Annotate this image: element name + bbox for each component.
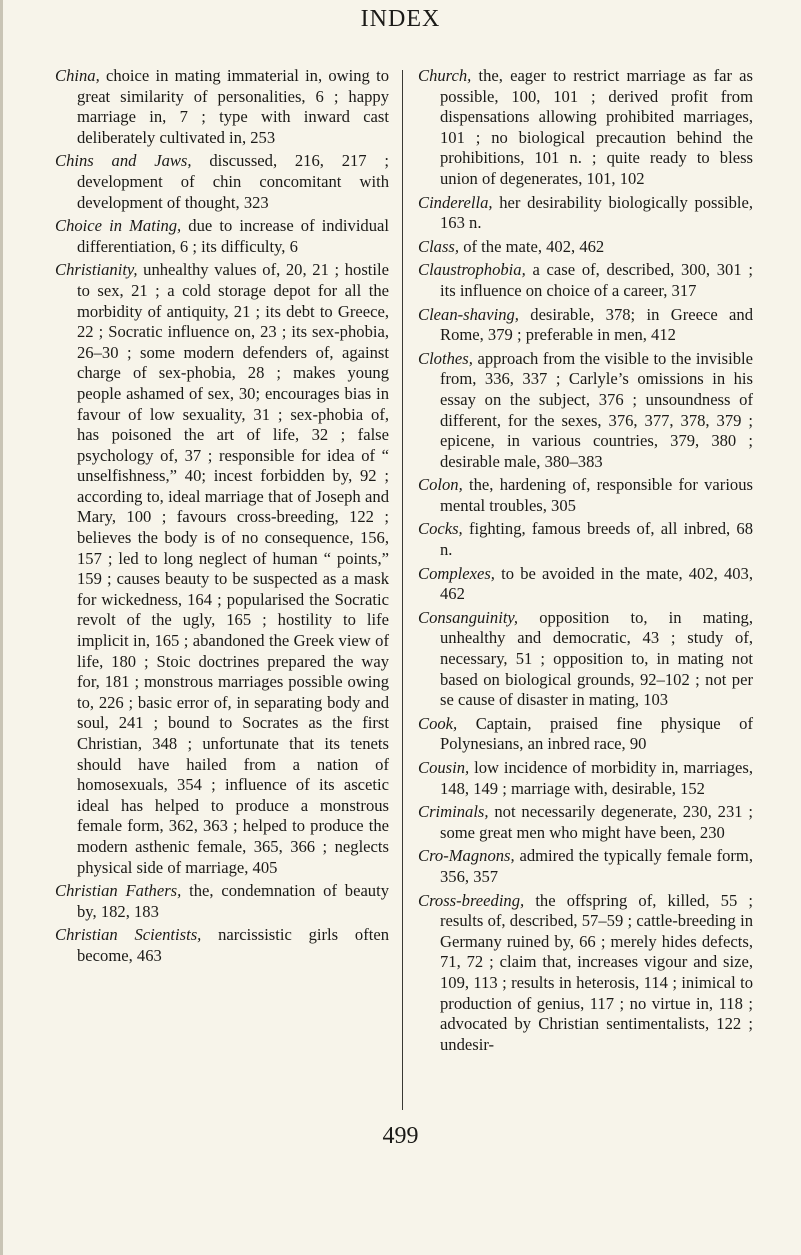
entry-term: Christianity, xyxy=(55,260,138,280)
entry-term: Colon, xyxy=(418,475,463,495)
index-entry xyxy=(418,564,753,605)
index-entry xyxy=(418,349,753,473)
entry-text: discussed, 216, 217 ; development of chin concomitant with development of thought, 323 xyxy=(77,151,389,212)
index-entry xyxy=(418,237,753,258)
index-entry xyxy=(55,925,389,966)
index-entry xyxy=(418,193,753,234)
entry-term: Cinderella, xyxy=(418,192,493,212)
index-entry xyxy=(418,714,753,755)
index-entry xyxy=(418,475,753,516)
entry-term: China, xyxy=(55,66,100,85)
entry-text: choice in mating immaterial in, owing to great similarity of personalities, 6 ; happy marriage in, 7 ; type with inward cast deliberately cultivated in, 253 xyxy=(77,66,389,147)
index-entry xyxy=(418,891,753,1056)
entry-text: the, eager to restrict marriage as far as possible, 100, 101 ; derived profit from dispensations allowing prohibited marriages, 101 ; no biological precaution behind the prohibitions, 101 n. ; quite ready to bless union of degenerates, 101, 102 xyxy=(440,66,753,188)
entry-term: Church, xyxy=(418,66,472,85)
entry-text: of the mate, 402, 462 xyxy=(459,236,605,256)
entry-term: Cross-breeding, xyxy=(418,890,525,910)
entry-text: opposition to, in mating, unhealthy and democratic, 43 ; study of, necessary, 51 ; opposition to, in mating not based on biological grounds, 92–102 ; not per se cause of disaster in mating, 103 xyxy=(440,607,753,710)
entry-text: the offspring of, killed, 55 ; results of, described, 57–59 ; cattle-breeding in Germany ruined by, 66 ; merely hides defects, 71, 72 ; claim that, increases vigour and size, 109, 113 ; results in heterosis, 114 ; inimical to production of genius, 117 ; no virtue in, 118 ; advocated by Christian sentimentalists, 122 ; undesir- xyxy=(440,890,753,1054)
entry-term: Christian Fathers, xyxy=(55,881,182,901)
entry-text: due to increase of individual differentiation, 6 ; its difficulty, 6 xyxy=(77,216,389,256)
index-entry xyxy=(55,881,389,922)
entry-text: fighting, famous breeds of, all inbred, 68 n. xyxy=(440,519,753,560)
index-entry xyxy=(418,802,753,843)
entry-term: Criminals, xyxy=(418,802,489,822)
index-entry xyxy=(418,305,753,346)
entry-term: Complexes, xyxy=(418,563,495,583)
entry-text: approach from the visible to the invisible from, 336, 337 ; Carlyle’s omissions in his essay on the subject, 376 ; unsoundness of different, for the sexes, 376, 377, 378, 379 ; epicene, in various countries, 379, 380 ; desirable male, 380–383 xyxy=(440,348,753,471)
entry-term: Claustrophobia, xyxy=(418,260,526,280)
index-entry xyxy=(55,151,389,213)
index-column-left xyxy=(55,66,389,970)
index-entry xyxy=(418,758,753,799)
index-column-right xyxy=(418,66,753,1058)
index-entry xyxy=(418,846,753,887)
entry-term: Chins and Jaws, xyxy=(55,151,192,171)
entry-text: unhealthy values of, 20, 21 ; hostile to sex, 21 ; a cold storage depot for all the morbidity of antiquity, 21 ; its debt to Greece, 22 ; Socratic influence on, 23 ; its sex-phobia, 26–30 ; some modern defenders of, against charge of sex-phobia, 28 ; makes young people ashamed of sex, 30; encourages bias in favour of low sexuality, 31 ; sex-phobia of, has poisoned the art of life, 32 ; false psychology of, 37 ; responsible for idea of “ unselfishness,” 40; incest forbidden by, 92 ; according to, ideal marriage that of Joseph and Mary, 100 ; favours cross-breeding, 122 ; believes the body is of no consequence, 156, 157 ; led to long neglect of human “ points,” 159 ; causes beauty to be suspected as a mask for wickedness, 164 ; popularised the Socratic revolt of the ugly, 165 ; hostility to life implicit in, 165 ; abandoned the Greek view of life, 180 ; Stoic doctrines prepared the way for, 181 ; monstrous marriages possible owing to, 226 ; basic error of, in separating body and soul, 241 ; bound to Socrates as the first Christian, 348 ; unfortunate that its tenets should have hailed from a nation of homosexuals, 354 ; influence of its ascetic ideal has helped to produce a monstrous female form, 362, 363 ; helped to produce the modern asthenic female, 365, 366 ; neglects physical side of marriage, 405 xyxy=(77,260,389,877)
entry-term: Consanguinity, xyxy=(418,607,519,627)
entry-text: low incidence of morbidity in, marriages, 148, 149 ; marriage with, desirable, 152 xyxy=(440,758,753,798)
index-entry xyxy=(55,260,389,878)
entry-term: Christian Scientists, xyxy=(55,925,202,945)
entry-text: a case of, described, 300, 301 ; its influence on choice of a career, 317 xyxy=(440,260,753,300)
entry-text: her desirability biologically possible, 163 n. xyxy=(440,192,753,233)
entry-term: Choice in Mating, xyxy=(55,216,182,236)
entry-text: not necessarily degenerate, 230, 231 ; some great men who might have been, 230 xyxy=(440,802,753,842)
column-divider xyxy=(402,70,403,1110)
entry-text: narcissistic girls often become, 463 xyxy=(77,925,389,965)
page-title: INDEX xyxy=(360,6,441,32)
entry-text: admired the typically female form, 356, 357 xyxy=(440,846,753,886)
entry-text: to be avoided in the mate, 402, 403, 462 xyxy=(440,563,753,604)
page-edge-shadow xyxy=(0,0,3,1255)
entry-term: Class, xyxy=(418,236,460,256)
entry-text: the, hardening of, responsible for various mental troubles, 305 xyxy=(440,475,753,515)
entry-term: Cook, xyxy=(418,713,458,733)
index-entry xyxy=(55,216,389,257)
entry-term: Cocks, xyxy=(418,519,463,539)
index-entry xyxy=(418,66,753,190)
index-entry xyxy=(55,66,389,148)
entry-term: Cro-Magnons, xyxy=(418,846,515,866)
entry-text: Captain, praised fine physique of Polynesians, an inbred race, 90 xyxy=(440,713,753,754)
index-entry xyxy=(418,260,753,301)
index-entry xyxy=(418,519,753,560)
entry-term: Cousin, xyxy=(418,758,470,777)
entry-term: Clean-shaving, xyxy=(418,304,519,324)
page-number: 499 xyxy=(382,1123,419,1149)
index-entry xyxy=(418,608,753,711)
entry-term: Clothes, xyxy=(418,348,473,368)
entry-text: desirable, 378; in Greece and Rome, 379 ; preferable in men, 412 xyxy=(440,304,753,345)
entry-text: the, condemnation of beauty by, 182, 183 xyxy=(77,881,390,921)
